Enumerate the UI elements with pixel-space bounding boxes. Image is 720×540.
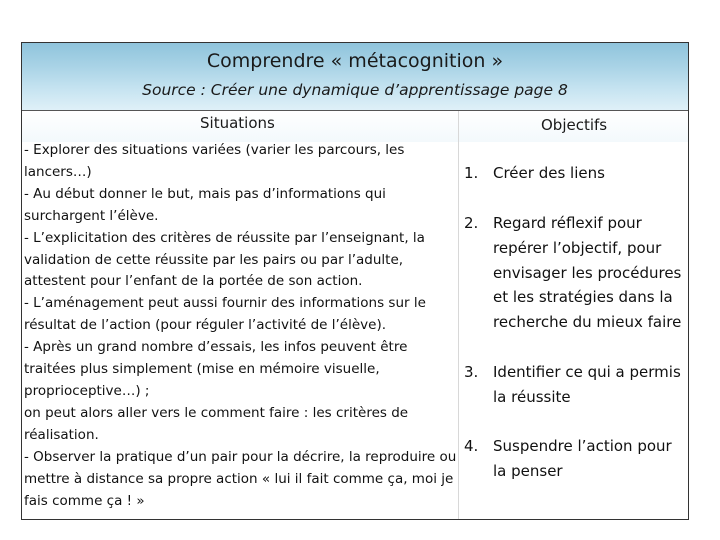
column-header-situations (22, 111, 458, 142)
page-title: Comprendre « métacognition » (206, 50, 504, 72)
situation-line: mettre à distance sa propre action « lui il fait comme ça, moi je (24, 470, 454, 487)
situation-line: traitées plus simplement (mise en mémoire visuelle, (24, 361, 380, 378)
objectif-number: 4. (464, 437, 479, 455)
objectif-number: 2. (464, 214, 479, 232)
situation-line: on peut alors aller vers le comment faire : les critères de (24, 404, 409, 421)
situation-line: - Après un grand nombre d’essais, les infos peuvent être (24, 339, 408, 356)
situation-line: - L’aménagement peut aussi fournir des informations sur le (24, 295, 426, 312)
situations-cell (24, 140, 464, 512)
objectif-text: Regard réflexif pour repérer l’objectif, pour envisager les procédures et les stratégies dans la recherche du mieux faire (493, 214, 682, 332)
situation-line: - L’explicitation des critères de réussite par l’enseignant, la (24, 229, 425, 246)
table-header (22, 43, 688, 111)
content-table (21, 42, 689, 520)
column-header-objectifs (458, 111, 688, 142)
situation-line: - Explorer des situations variées (varier les parcours, les (24, 142, 405, 158)
objectif-text: Suspendre l’action pour la penser (493, 437, 672, 480)
column-header-situations-label: Situations (200, 114, 275, 132)
situation-line: validation de cette réussite par les pairs ou par l’adulte, (24, 251, 404, 268)
situation-line: lancers…) (24, 163, 92, 180)
situation-line: - Observer la pratique d’un pair pour la décrire, la reproduire ou (24, 448, 457, 465)
column-header-objectifs-label: Objectifs (541, 116, 608, 134)
objectif-text: Identifier ce qui a permis la réussite (493, 363, 681, 406)
objectif-text: Créer des liens (493, 164, 605, 182)
source-reference: Source : Créer une dynamique d’apprentissage page 8 (142, 81, 568, 99)
situation-line: surchargent l’élève. (24, 207, 159, 224)
objectif-number: 3. (464, 363, 479, 381)
situation-line: fais comme ça ! » (24, 492, 145, 509)
situation-line: résultat de l’action (pour réguler l’activité de l’élève). (24, 317, 387, 334)
situation-line: attestent pour l’enfant de la portée de son action. (24, 273, 363, 290)
objectif-number: 1. (464, 164, 479, 182)
situation-line: - Au début donner le but, mais pas d’informations qui (24, 185, 386, 202)
situation-line: proprioceptive…) ; (24, 382, 150, 399)
situation-line: réalisation. (24, 426, 99, 443)
